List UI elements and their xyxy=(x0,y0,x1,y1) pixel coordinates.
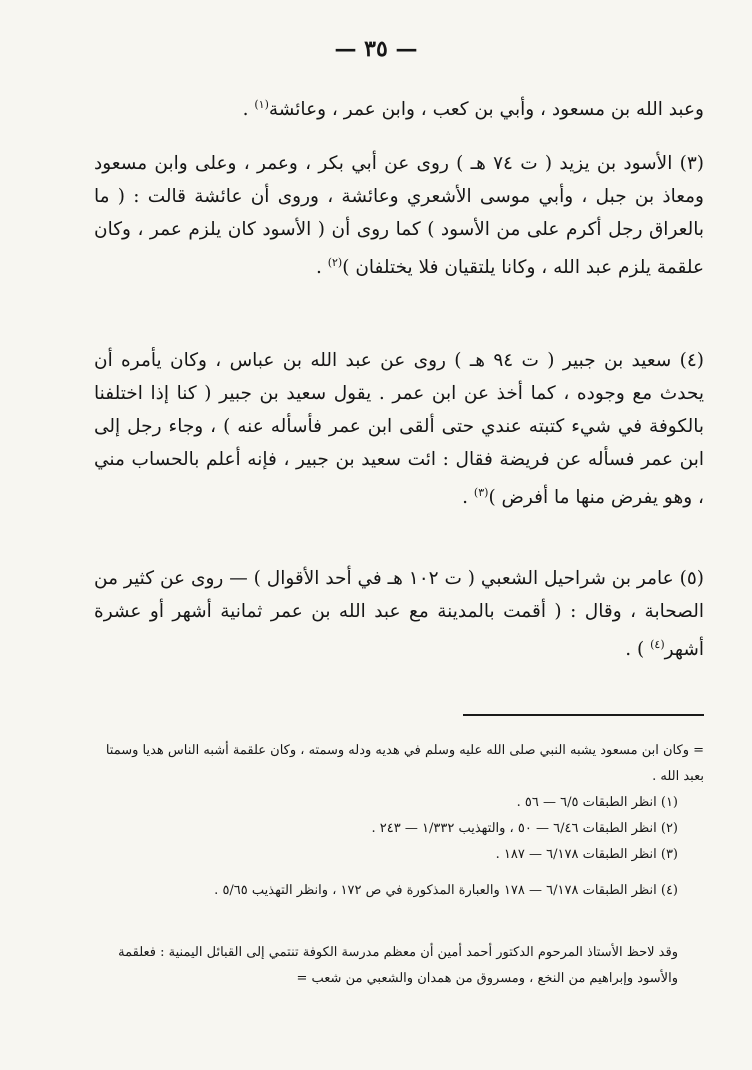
footnote-1: (١) انظر الطبقات ٦/٥ — ٥٦ . xyxy=(516,795,678,810)
footnote-ref-3: (٣) xyxy=(473,486,489,499)
intro-paragraph: وعبد الله بن مسعود ، وأبي بن كعب ، وابن عمر ، وعائشة$^{(١)}$ . xyxy=(242,98,704,121)
footnote-ref-1: (١) xyxy=(254,98,269,111)
footnote-divider xyxy=(463,714,704,716)
paragraph-al-shabi xyxy=(94,562,704,666)
footnote-note-block xyxy=(100,940,704,992)
footnote-ref-4: (٤) xyxy=(650,638,665,651)
footnote-note: وقد لاحظ الأستاذ المرحوم الدكتور أحمد أمين أن معظم مدرسة الكوفة تنتمي إلى القبائل اليمنية : فعلقمة والأسود وإبراهيم من النخع ، ومسروق من همدان والشعبي من شعب = xyxy=(118,945,678,986)
paragraph-said-ibn-jubayr-text: (٤) سعيد بن جبير ( ت ٩٤ هـ ) روى عن عبد الله بن عباس ، وكان يأمره أن يحدث مع وجوده ، كما أخذ عن ابن عمر . يقول سعيد بن جبير ( كنا إذا اختلفنا بالكوفة في شيء كتبته عندي حتى ألقى ابن عمر فأسأله عنه ) ، وجاء رجل إلى ابن عمر فسأله عن فريضة فقال : ائت سعيد بن جبير ، فإنه أعلم بالحساب مني ، وهو يفرض منها ما أفرض ) xyxy=(94,350,704,509)
footnote-4: (٤) انظر الطبقات ٦/١٧٨ — ١٧٨ والعبارة المذكورة في ص ١٧٢ ، وانظر التهذيب ٥/٦٥ . xyxy=(214,883,678,898)
paragraph-said-ibn-jubayr: (٤) سعيد بن جبير ( ت ٩٤ هـ ) روى عن عبد الله بن عباس ، وكان يأمره أن يحدث مع وجوده ، كما أخذ عن ابن عمر . يقول سعيد بن جبير ( كنا إذا اختلفنا بالكوفة في شيء كتبته عندي حتى ألقى ابن عمر فأسأله عنه ) ، وجاء رجل إلى ابن عمر فسأله عن فريضة فقال : ائت سعيد بن جبير ، فإنه أعلم بالحساب مني ، وهو يفرض منها ما أفرض )$^{(٣)}$ . xyxy=(94,350,704,509)
paragraph-al-aswad: (٣) الأسود بن يزيد ( ت ٧٤ هـ ) روى عن أبي بكر ، وعمر ، وعلى وابن مسعود ومعاذ بن جبل ، وأبي موسى الأشعري وعائشة ، وروى أن عائشة قالت : ( ما بالعراق رجل أكرم على من الأسود ) كما روى أن ( الأسود كان يلزم عمر ، وكان علقمة يلزم عبد الله ، وكانا يلتقيان فلا يختلفان )$^{(٢)}$ . xyxy=(94,153,704,279)
footnote-2: (٢) انظر الطبقات ٦/٤٦ — ٥٠ ، والتهذيب ١/٣٣٢ — ٢٤٣ . xyxy=(371,821,678,836)
paragraph-al-shabi-close: ) . xyxy=(625,639,651,661)
footnotes-block xyxy=(100,738,704,904)
footnote-3: (٣) انظر الطبقات ٦/١٧٨ — ١٨٧ . xyxy=(495,847,678,862)
paragraph-al-shabi-text: (٥) عامر بن شراحيل الشعبي ( ت ١٠٢ هـ في أحد الأقوال ) — روى عن كثير من الصحابة ، وقال : ( أقمت بالمدينة مع عبد الله بن عمر ثمانية أشهر أو عشرة أشهر xyxy=(94,568,704,661)
footnote-ref-2: (٢) xyxy=(327,256,343,269)
intro-text: وعبد الله بن مسعود ، وأبي بن كعب ، وابن عمر ، وعائشة xyxy=(268,99,704,121)
footnote-continuation: = وكان ابن مسعود يشبه النبي صلى الله عليه وسلم في هديه ودله وسمته ، وكان علقمة أشبه الناس هديا وسمتا بعبد الله . xyxy=(105,743,704,784)
paragraph-al-aswad-text: (٣) الأسود بن يزيد ( ت ٧٤ هـ ) روى عن أبي بكر ، وعمر ، وعلى وابن مسعود ومعاذ بن جبل ، وأبي موسى الأشعري وعائشة ، وروى أن عائشة قالت : ( ما بالعراق رجل أكرم على من الأسود ) كما روى أن ( الأسود كان يلزم عمر ، وكان علقمة يلزم عبد الله ، وكانا يلتقيان فلا يختلفان ) xyxy=(94,153,704,279)
page-number: — ٣٥ — xyxy=(334,36,418,62)
